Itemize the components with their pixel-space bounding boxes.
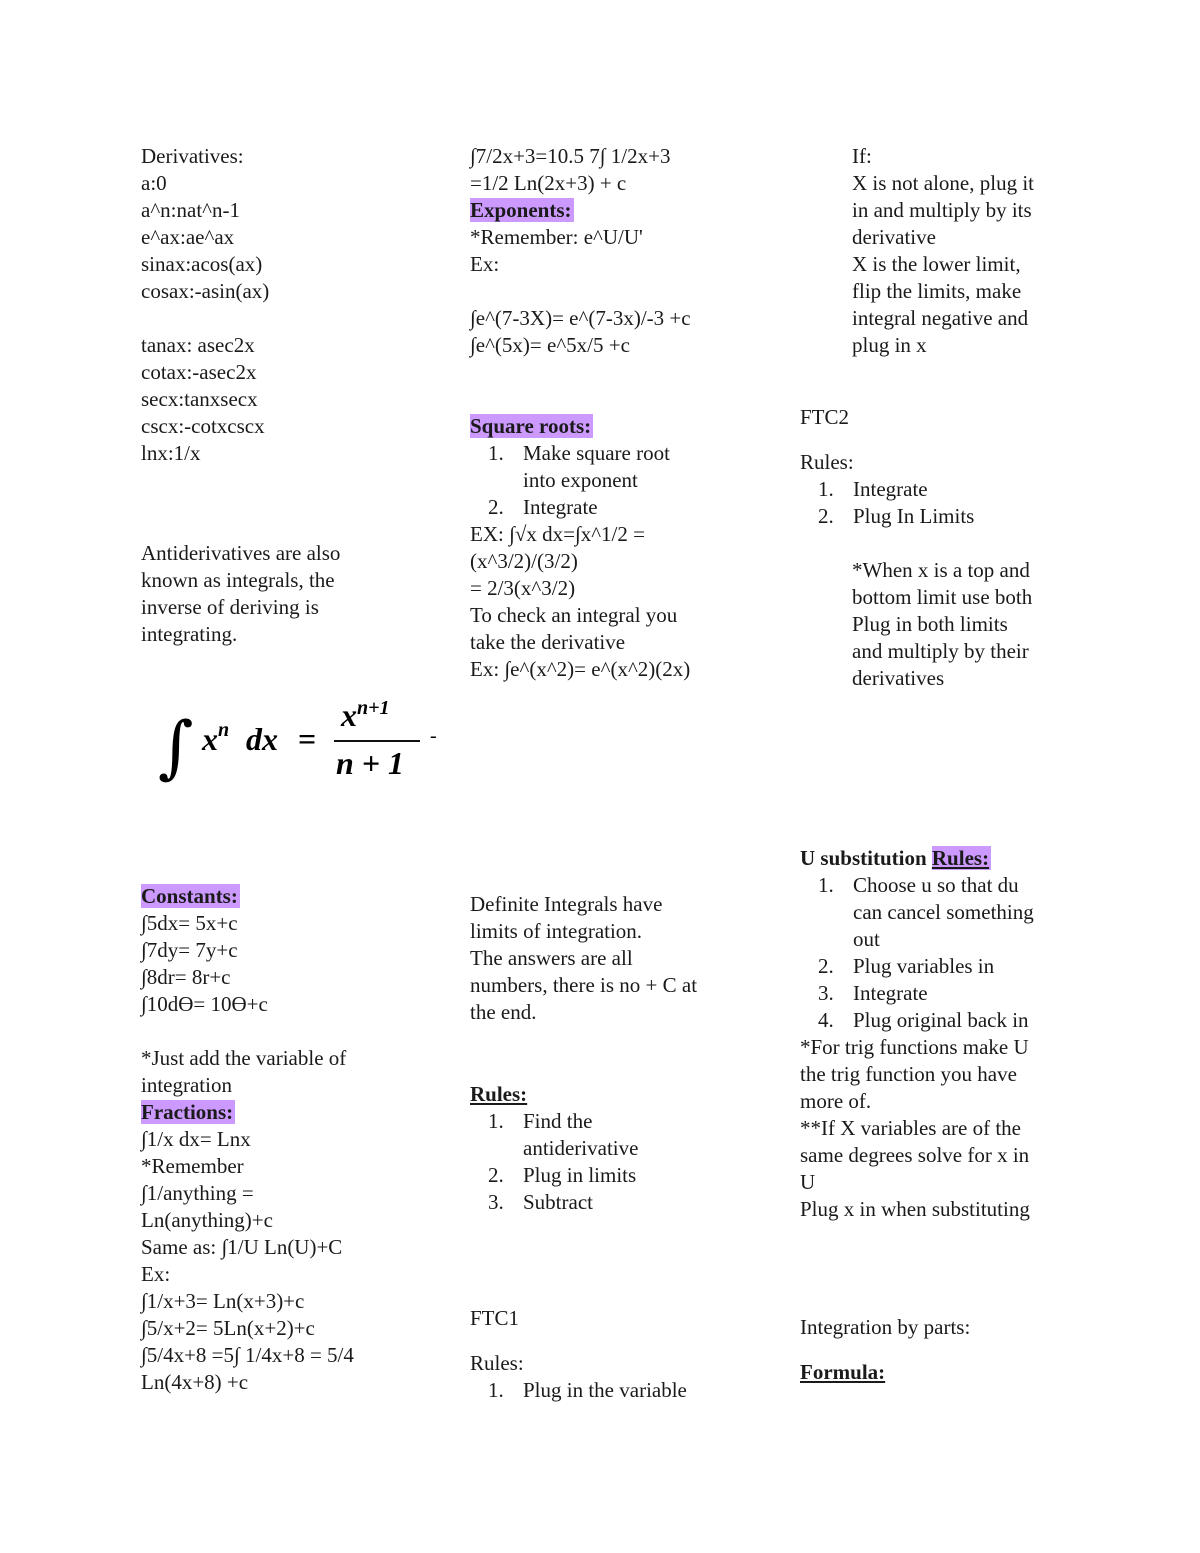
definite-integrals-note <box>470 891 770 1026</box>
exponents-lines <box>470 224 770 278</box>
list-number: 2. <box>488 1163 504 1187</box>
text-line: and multiply by their <box>852 639 1029 663</box>
text-line: integration <box>141 1073 232 1097</box>
text-line: Definite Integrals have <box>470 892 663 916</box>
list-item-text: Subtract <box>523 1190 593 1214</box>
list-item-text: out <box>853 927 880 951</box>
text-line: =1/2 Ln(2x+3) + c <box>470 171 627 195</box>
square-roots-section <box>470 413 770 683</box>
text-line: a^n:nat^n-1 <box>141 198 241 222</box>
text-line: U <box>800 1170 816 1194</box>
constants-heading: Constants: <box>141 884 238 908</box>
list-number: 4. <box>818 1008 834 1032</box>
derivative-rules-a <box>141 170 441 305</box>
derivatives-heading: Derivatives: <box>141 144 244 168</box>
text-line: a:0 <box>141 171 167 195</box>
antiderivatives-note <box>141 540 441 648</box>
text-line: *When x is a top and <box>852 558 1030 582</box>
power-rule-formula <box>158 690 448 785</box>
svg-text:xn: $x^n$ <box>202 719 230 757</box>
text-line: ∫1/x+3= Ln(x+3)+c <box>141 1289 305 1313</box>
list-item-text: Plug variables in <box>853 954 995 978</box>
text-line: Ex: ∫e^(x^2)= e^(x^2)(2x) <box>470 657 691 681</box>
text-line: ∫1/x dx= Lnx <box>141 1127 251 1151</box>
svg-text:n + 1: n + 1 <box>336 745 405 781</box>
text-line: derivative <box>852 225 936 249</box>
text-line: the end. <box>470 1000 537 1024</box>
text-line: Ex: <box>141 1262 171 1286</box>
if-conditions <box>852 143 1092 359</box>
list-item-text: antiderivative <box>523 1136 639 1160</box>
list-item <box>800 1007 1090 1034</box>
list-number: 3. <box>488 1190 504 1214</box>
ftc2-heading: FTC2 <box>800 405 850 429</box>
list-item <box>470 1108 770 1162</box>
text-line: Ex: <box>470 252 500 276</box>
text-line: plug in x <box>852 333 927 357</box>
text-line: ∫7dy= 7y+c <box>141 938 238 962</box>
text-line: flip the limits, make <box>852 279 1022 303</box>
constants-examples <box>141 910 441 1018</box>
text-line: cosax:-asin(ax) <box>141 279 270 303</box>
list-number: 1. <box>488 441 504 465</box>
col2-top <box>470 143 770 359</box>
text-line: cscx:-cotxcscx <box>141 414 265 438</box>
list-number: 1. <box>488 1109 504 1133</box>
text-line: **If X variables are of the <box>800 1116 1021 1140</box>
text-line: Ln(4x+8) +c <box>141 1370 249 1394</box>
text-line: Plug x in when substituting <box>800 1197 1030 1221</box>
list-item-text: Make square root <box>523 441 670 465</box>
constants-section <box>141 883 441 1396</box>
svg-text:xn+1: $x^{n+1}$ <box>341 697 390 733</box>
integration-by-parts <box>800 1314 1090 1386</box>
ftc2-rules-label: Rules: <box>800 450 854 474</box>
exponents-examples <box>470 305 770 359</box>
text-line: = 2/3(x^3/2) <box>470 576 576 600</box>
text-line: derivatives <box>852 666 945 690</box>
text-line: take the derivative <box>470 630 626 654</box>
definite-rules <box>470 1081 770 1216</box>
list-item-text: Plug In Limits <box>853 504 975 528</box>
list-item-text: Plug original back in <box>853 1008 1029 1032</box>
text-line: Same as: ∫1/U Ln(U)+C <box>141 1235 343 1259</box>
list-item <box>470 440 770 494</box>
list-item <box>800 503 1090 530</box>
ftc1-steps <box>470 1377 770 1404</box>
list-number: 2. <box>818 504 834 528</box>
derivatives-section <box>141 143 441 467</box>
rules-heading: Rules: <box>470 1082 528 1106</box>
fractions-lines <box>141 1126 441 1396</box>
ftc2-note <box>800 557 1090 692</box>
text-line: more of. <box>800 1089 872 1113</box>
text-line: (x^3/2)/(3/2) <box>470 549 578 573</box>
exponents-heading: Exponents: <box>470 198 572 222</box>
derivative-rules-b <box>141 332 441 467</box>
text-line: EX: ∫√x dx=∫x^1/2 = <box>470 522 645 546</box>
text-line: ∫5/4x+8 =5∫ 1/4x+8 = 5/4 <box>141 1343 354 1367</box>
text-line: Plug in both limits <box>852 612 1008 636</box>
fractions-heading: Fractions: <box>141 1100 234 1124</box>
text-line: X is not alone, plug it <box>852 171 1034 195</box>
ftc2-steps <box>800 476 1090 530</box>
text-line: ∫8dr= 8r+c <box>141 965 231 989</box>
svg-text:-: - <box>430 725 437 747</box>
text-line: ∫e^(5x)= e^5x/5 +c <box>470 333 630 357</box>
u-substitution-heading: U substitution <box>800 846 927 870</box>
list-item <box>800 980 1090 1007</box>
square-roots-heading: Square roots: <box>470 414 592 438</box>
square-roots-lines <box>470 521 770 683</box>
list-number: 1. <box>818 873 834 897</box>
svg-text:dx: dx <box>246 721 278 757</box>
text-line: in and multiply by its <box>852 198 1032 222</box>
text-line: cotax:-asec2x <box>141 360 257 384</box>
list-item-text: Choose u so that du <box>853 873 1019 897</box>
text-line: integrating. <box>141 622 238 646</box>
list-item <box>470 1162 770 1189</box>
list-item <box>800 476 1090 503</box>
text-line: The answers are all <box>470 946 633 970</box>
text-line: Antiderivatives are also <box>141 541 341 565</box>
list-number: 1. <box>818 477 834 501</box>
text-line: inverse of deriving is <box>141 595 319 619</box>
list-item-text: Integrate <box>523 495 598 519</box>
text-line: secx:tanxsecx <box>141 387 258 411</box>
text-line: bottom limit use both <box>852 585 1033 609</box>
text-line: ∫5dx= 5x+c <box>141 911 238 935</box>
text-line: ∫5/x+2= 5Ln(x+2)+c <box>141 1316 315 1340</box>
text-line: sinax:acos(ax) <box>141 252 263 276</box>
list-item-text: Integrate <box>853 477 928 501</box>
u-substitution-rules-label: Rules: <box>931 846 990 870</box>
ftc2-section <box>800 404 1090 692</box>
constants-note <box>141 1045 441 1099</box>
text-line: ∫1/anything = <box>141 1181 254 1205</box>
text-line: Ln(anything)+c <box>141 1208 273 1232</box>
ftc1-heading: FTC1 <box>470 1306 520 1330</box>
text-line: *Just add the variable of <box>141 1046 347 1070</box>
text-line: If: <box>852 144 872 168</box>
text-line: lnx:1/x <box>141 441 201 465</box>
list-item-text: into exponent <box>523 468 638 492</box>
list-item-text: Integrate <box>853 981 928 1005</box>
list-item <box>470 494 770 521</box>
text-line: *For trig functions make U <box>800 1035 1029 1059</box>
list-number: 3. <box>818 981 834 1005</box>
text-line: numbers, there is no + C at <box>470 973 698 997</box>
text-line: e^ax:ae^ax <box>141 225 235 249</box>
list-item <box>800 953 1090 980</box>
text-line: *Remember <box>141 1154 244 1178</box>
list-item <box>800 872 1090 953</box>
u-substitution-notes <box>800 1034 1090 1223</box>
text-line: ∫7/2x+3=10.5 7∫ 1/2x+3 <box>470 144 671 168</box>
list-item-text: Plug in the variable <box>523 1378 687 1402</box>
text-line: X is the lower limit, <box>852 252 1021 276</box>
list-item <box>470 1377 770 1404</box>
ftc1-section <box>470 1305 770 1404</box>
text-line: known as integrals, the <box>141 568 335 592</box>
list-number: 1. <box>488 1378 504 1402</box>
text-line: tanax: asec2x <box>141 333 255 357</box>
list-item-text: Find the <box>523 1109 593 1133</box>
list-item <box>470 1189 770 1216</box>
text-line: same degrees solve for x in <box>800 1143 1030 1167</box>
u-substitution-steps <box>800 872 1090 1034</box>
text-line: integral negative and <box>852 306 1029 330</box>
square-roots-steps <box>470 440 770 521</box>
text-line: limits of integration. <box>470 919 643 943</box>
ftc1-rules-label: Rules: <box>470 1351 524 1375</box>
text-line: ∫10dϴ= 10ϴ+c <box>141 992 268 1016</box>
fraction-example <box>470 143 770 197</box>
u-substitution-section <box>800 845 1090 1223</box>
integration-by-parts-heading: Integration by parts: <box>800 1315 971 1339</box>
integral-sign: ∫ <box>158 708 194 785</box>
list-number: 2. <box>818 954 834 978</box>
svg-text:=: = <box>298 721 317 757</box>
list-item-text: Plug in limits <box>523 1163 637 1187</box>
list-item-text: can cancel something <box>853 900 1034 924</box>
text-line: *Remember: e^U/U' <box>470 225 643 249</box>
formula-label: Formula: <box>800 1360 886 1384</box>
definite-rules-steps <box>470 1108 770 1216</box>
list-number: 2. <box>488 495 504 519</box>
text-line: To check an integral you <box>470 603 678 627</box>
text-line: ∫e^(7-3X)= e^(7-3x)/-3 +c <box>470 306 691 330</box>
text-line: the trig function you have <box>800 1062 1017 1086</box>
